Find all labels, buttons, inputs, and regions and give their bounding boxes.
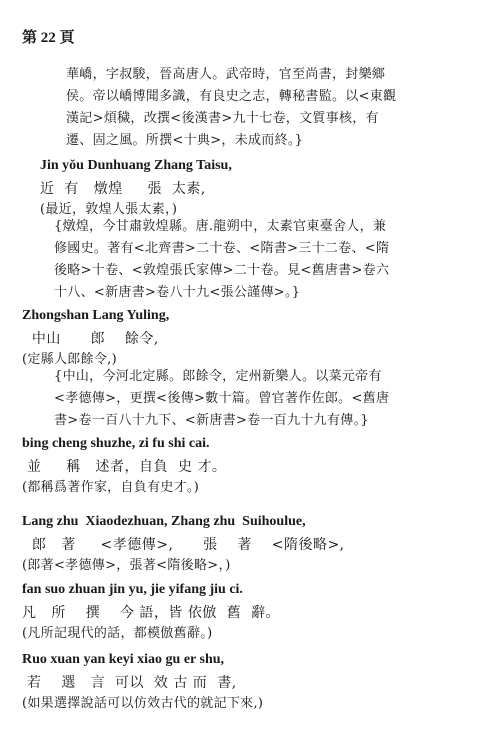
translation-line: (定縣人郎餘令,): [22, 352, 117, 367]
hanzi-line: 並 稱 述者，自負 史 才。: [22, 459, 227, 475]
pinyin-line: Zhongshan Lang Yuling,: [22, 308, 170, 323]
note-line: <孝德傳>，更撰<後傳>數十篇。曾官著作佐郎。<舊唐: [54, 391, 390, 406]
note-line: 修國史。著有<北齊書>二十卷、<隋書>三十二卷、<隋: [54, 241, 390, 256]
note-line: {中山，今河北定縣。郎餘令，定州新樂人。以菜元帝有: [54, 369, 382, 384]
note-line: 侯。帝以嶠博聞多識，有良史之志，轉秘書監。以<東觀: [66, 89, 397, 104]
pinyin-line: fan suo zhuan jin yu, jie yifang jiu ci.: [22, 582, 243, 597]
note-line: 遷、固之風。所撰<十典>，未成而終。}: [66, 133, 304, 148]
translation-line: (郎著<孝德傳>，張著<隋後略>，): [22, 558, 231, 573]
hanzi-line: 中山 郎 餘令,: [22, 331, 159, 347]
hanzi-line: 郎 著 <孝德傳>, 張 著 <隋後略>,: [22, 537, 345, 553]
note-line: {燉煌，今甘肅敦煌縣。唐.龍朔中，太素官東臺舍人，兼: [54, 219, 387, 234]
hanzi-line: 若 選 言 可以 效 古 而 書,: [22, 675, 237, 691]
translation-line: (凡所記現代的話，都模倣舊辭。): [22, 626, 213, 641]
note-line: 十八、<新唐書>卷八十九<張公謹傳>。}: [54, 285, 301, 300]
pinyin-line: Ruo xuan yan keyi xiao gu er shu,: [22, 652, 225, 667]
translation-line: (最近，敦煌人張太素，): [40, 202, 178, 217]
pinyin-line: Jin yǒu Dunhuang Zhang Taisu,: [40, 158, 232, 173]
pinyin-line: Lang zhu Xiaodezhuan, Zhang zhu Suihoulue,: [22, 514, 306, 529]
translation-line: (都稱爲著作家，自負有史才。): [22, 480, 200, 495]
note-line: 書>卷一百八十九下、<新唐書>卷一百九十九有傳。}: [54, 413, 369, 428]
hanzi-line: 凡 所 撰 今 語，皆 依倣 舊 辭。: [22, 605, 281, 621]
hanzi-line: 近 有 燉煌 張 太素,: [40, 181, 206, 197]
translation-line: (如果選擇說話可以仿效古代的就記下來,): [22, 696, 264, 711]
pinyin-line: bing cheng shuzhe, zi fu shi cai.: [22, 436, 210, 451]
note-line: 漢記>煩穢，改撰<後漢書>九十七卷，文質事核，有: [66, 111, 379, 126]
note-line: 後略>十卷、<敦煌張氏家傳>二十卷。見<舊唐書>卷六: [54, 263, 390, 278]
page-number: 第 22 頁: [22, 30, 75, 46]
note-line: 華嶠，字叔駿，晉高唐人。武帝時，官至尚書，封樂鄉: [66, 67, 386, 82]
